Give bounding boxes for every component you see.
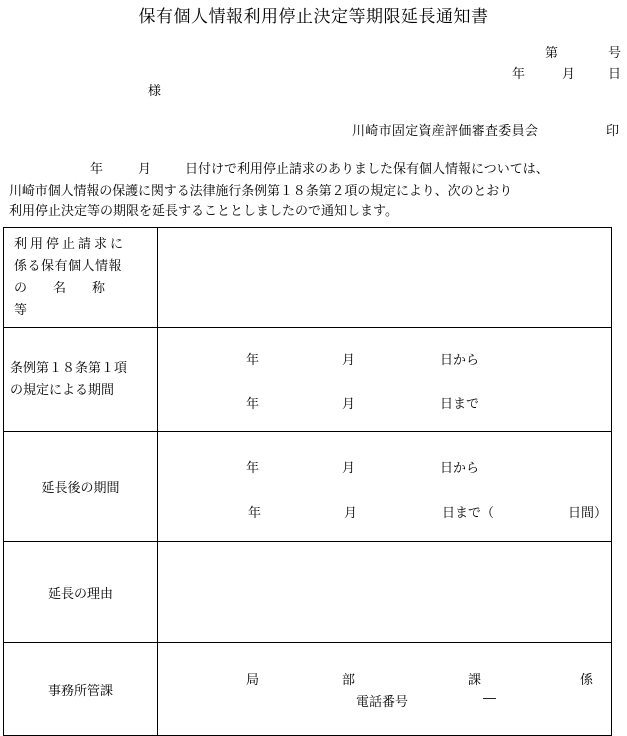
- info-name-value[interactable]: [158, 228, 612, 328]
- from-year: 年: [246, 461, 260, 476]
- unit-kakari: 係: [580, 673, 594, 688]
- recipient-suffix: 様: [148, 84, 162, 99]
- to-day: 日まで: [440, 397, 480, 412]
- label-cell: [4, 542, 158, 643]
- date-month: 月: [562, 67, 576, 82]
- date-day: 日: [608, 67, 622, 82]
- body-line1-text: 日付けで利用停止請求のありました保有個人情報については、: [185, 162, 549, 177]
- table-row-department: [4, 643, 612, 736]
- original-period-value[interactable]: [158, 328, 612, 432]
- from-year: 年: [246, 353, 260, 368]
- reason-value[interactable]: [158, 542, 612, 643]
- label-line: 利用停止請求に: [14, 236, 127, 252]
- label-line: 条例第１８条第１項: [10, 360, 128, 376]
- doc-number-dai: 第: [545, 46, 559, 61]
- days-count: 日間）: [568, 506, 608, 521]
- table-row-extended-period: [4, 432, 612, 542]
- table-row-info-name: [4, 228, 612, 328]
- from-month: 月: [342, 461, 356, 476]
- reason-label: 延長の理由: [47, 586, 113, 602]
- document-title: 保有個人情報利用停止決定等期限延長通知書: [138, 7, 489, 27]
- body-line3: 利用停止決定等の期限を延長することとしましたので通知します。: [9, 204, 398, 219]
- date-year: 年: [512, 67, 526, 82]
- label-cell: [4, 328, 158, 432]
- label-line: の名称等: [14, 280, 132, 318]
- label-line: の規定による期間: [10, 382, 115, 398]
- extended-period-value[interactable]: [158, 432, 612, 542]
- phone-dash: ―: [483, 691, 496, 706]
- department-label: 事務所管課: [47, 683, 113, 699]
- extended-period-label: 延長後の期間: [41, 481, 120, 496]
- to-month: 月: [344, 506, 358, 521]
- seal-mark: 印: [606, 124, 620, 139]
- body-line1-month: 月: [138, 162, 152, 177]
- table-row-original-period: [4, 328, 612, 432]
- from-day: 日から: [440, 461, 480, 476]
- body-line1-year: 年: [90, 162, 104, 177]
- unit-kyoku: 局: [246, 673, 260, 688]
- label-cell: [4, 228, 158, 328]
- body-line2: 川崎市個人情報の保護に関する法律施行条例第１８条第２項の規定により、次のとおり: [9, 184, 513, 199]
- from-month: 月: [342, 353, 356, 368]
- unit-bu: 部: [342, 673, 356, 688]
- doc-number-go: 号: [608, 46, 622, 61]
- unit-ka: 課: [468, 673, 482, 688]
- to-day: 日まで（: [442, 506, 495, 521]
- from-day: 日から: [440, 353, 480, 368]
- to-year: 年: [246, 397, 260, 412]
- table-row-reason: [4, 542, 612, 643]
- to-year: 年: [248, 506, 262, 521]
- sender-name: 川崎市固定資産評価審査委員会: [352, 124, 539, 139]
- phone-label: 電話番号: [356, 695, 409, 710]
- label-cell: [4, 643, 158, 736]
- to-month: 月: [342, 397, 356, 412]
- label-line: 係る保有個人情報: [14, 258, 123, 274]
- label-cell: [4, 432, 158, 542]
- department-value[interactable]: [158, 643, 612, 736]
- extension-form-table: [3, 227, 612, 736]
